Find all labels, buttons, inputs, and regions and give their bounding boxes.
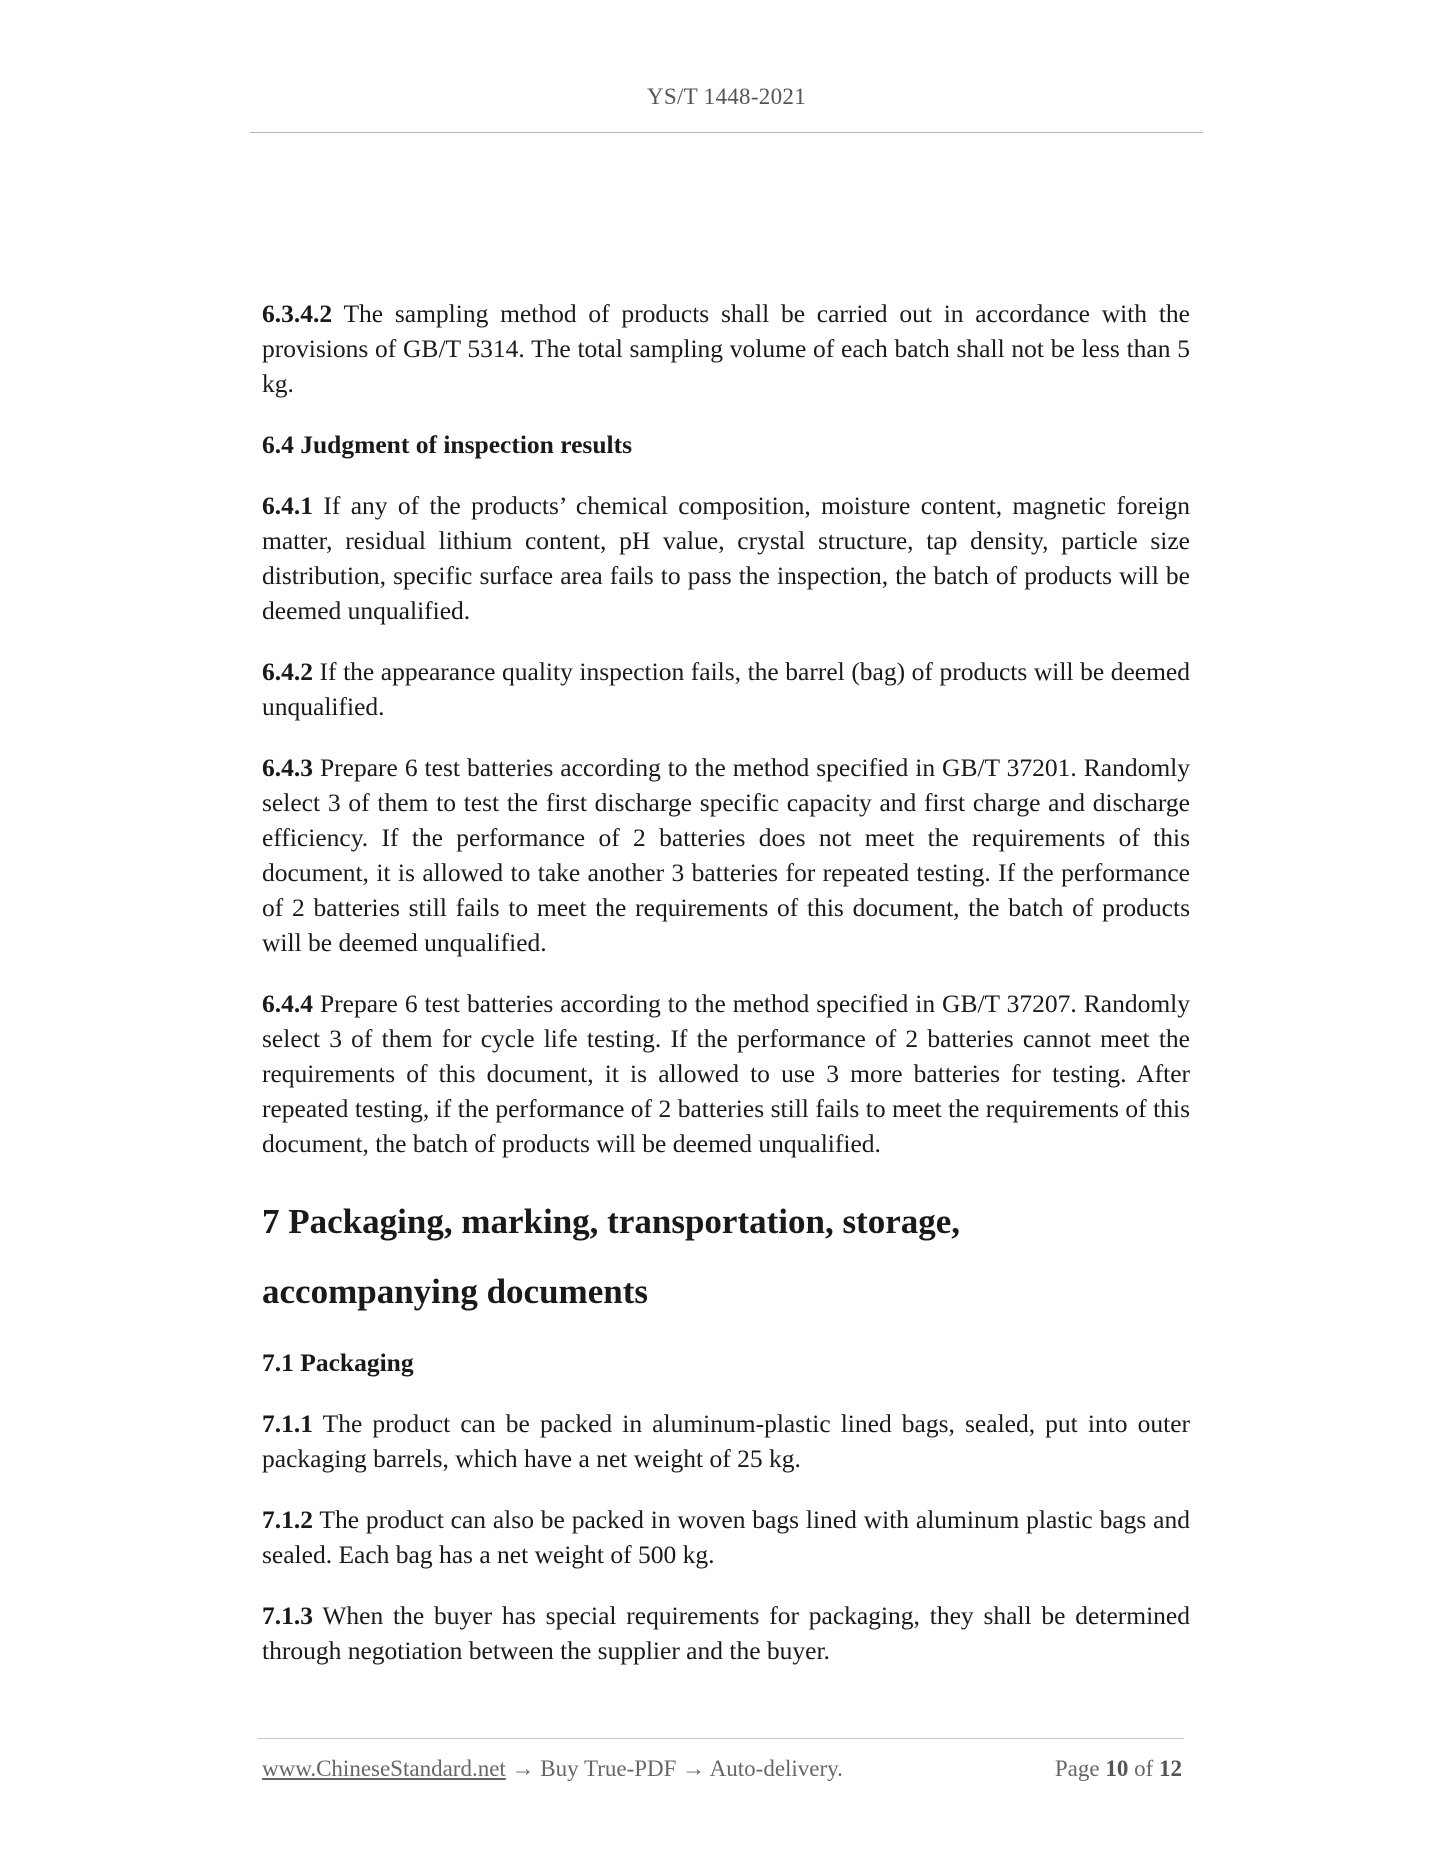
clause-number: 7.1.3 bbox=[262, 1601, 313, 1630]
clause-6-4-4 bbox=[262, 986, 1190, 1161]
clause-number: 6.4.4 bbox=[262, 989, 313, 1018]
clause-text: Prepare 6 test batteries according to the method specified in GB/T 37201. Randomly select 3 of them to test the first discharge specific capacity and first charge and discharge efficiency. If the performance of 2 batteries does not meet the requirements of this document, it is allowed to take another 3 batteries for repeated testing. If the performance of 2 batteries still fails to meet the requirements of this document, the batch of products will be deemed unqualified. bbox=[262, 753, 1190, 957]
clause-number: 6.4.2 bbox=[262, 657, 313, 686]
clause-text: If the appearance quality inspection fails, the barrel (bag) of products will be deemed unqualified. bbox=[262, 657, 1190, 721]
document-code-header: YS/T 1448-2021 bbox=[646, 84, 807, 109]
clause-6-4-2 bbox=[262, 654, 1190, 724]
website-link[interactable]: www.ChineseStandard.net bbox=[262, 1756, 506, 1781]
document-body bbox=[262, 296, 1190, 1694]
clause-number: 7.1.2 bbox=[262, 1505, 313, 1534]
clause-number: 6.4.1 bbox=[262, 491, 313, 520]
clause-number: 6.3.4.2 bbox=[262, 299, 333, 328]
clause-number: 6.4.3 bbox=[262, 753, 313, 782]
page-number bbox=[1055, 1756, 1182, 1782]
chapter-heading-line-2: accompanying documents bbox=[262, 1272, 648, 1311]
total-page-count: 12 bbox=[1159, 1756, 1182, 1781]
chapter-heading-7 bbox=[262, 1187, 1190, 1327]
clause-6-4-3 bbox=[262, 750, 1190, 960]
footer-divider bbox=[258, 1738, 1184, 1739]
clause-6-3-4-2 bbox=[262, 296, 1190, 401]
clause-text: The product can also be packed in woven bags lined with aluminum plastic bags and sealed. Each bag has a net weight of 500 kg. bbox=[262, 1505, 1190, 1569]
chapter-heading-line-1: 7 Packaging, marking, transportation, storage, bbox=[262, 1202, 961, 1241]
footer-promo bbox=[262, 1756, 843, 1782]
page-label: Page bbox=[1054, 1756, 1106, 1781]
section-heading-6-4: 6.4 Judgment of inspection results bbox=[262, 430, 633, 459]
clause-text: The sampling method of products shall be carried out in accordance with the provisions of GB/T 5314. The total sampling volume of each batch shall not be less than 5 kg. bbox=[262, 299, 1190, 398]
clause-7-1-2 bbox=[262, 1502, 1190, 1572]
footer-promo-text: → Buy True-PDF → Auto-delivery. bbox=[505, 1756, 843, 1781]
clause-text: If any of the products’ chemical composition, moisture content, magnetic foreign matter, residual lithium content, pH value, crystal structure, tap density, particle size distribution, specific surface area fails to pass the inspection, the batch of products will be deemed unqualified. bbox=[262, 491, 1190, 625]
clause-6-4-1 bbox=[262, 488, 1190, 628]
clause-text: Prepare 6 test batteries according to the method specified in GB/T 37207. Randomly select 3 of them for cycle life testing. If the performance of 2 batteries cannot meet the requirements of this document, it is allowed to use 3 more batteries for testing. After repeated testing, if the performance of 2 batteries still fails to meet the requirements of this document, the batch of products will be deemed unqualified. bbox=[262, 989, 1190, 1158]
clause-7-1-1 bbox=[262, 1406, 1190, 1476]
of-label: of bbox=[1128, 1756, 1159, 1781]
clause-text: The product can be packed in aluminum-plastic lined bags, sealed, put into outer packaging barrels, which have a net weight of 25 kg. bbox=[262, 1409, 1190, 1473]
clause-text: When the buyer has special requirements for packaging, they shall be determined through negotiation between the supplier and the buyer. bbox=[262, 1601, 1190, 1665]
clause-number: 7.1.1 bbox=[262, 1409, 313, 1438]
section-heading-7-1: 7.1 Packaging bbox=[262, 1348, 414, 1377]
clause-7-1-3 bbox=[262, 1598, 1190, 1668]
current-page-number: 10 bbox=[1105, 1756, 1129, 1781]
header-divider bbox=[250, 132, 1203, 133]
